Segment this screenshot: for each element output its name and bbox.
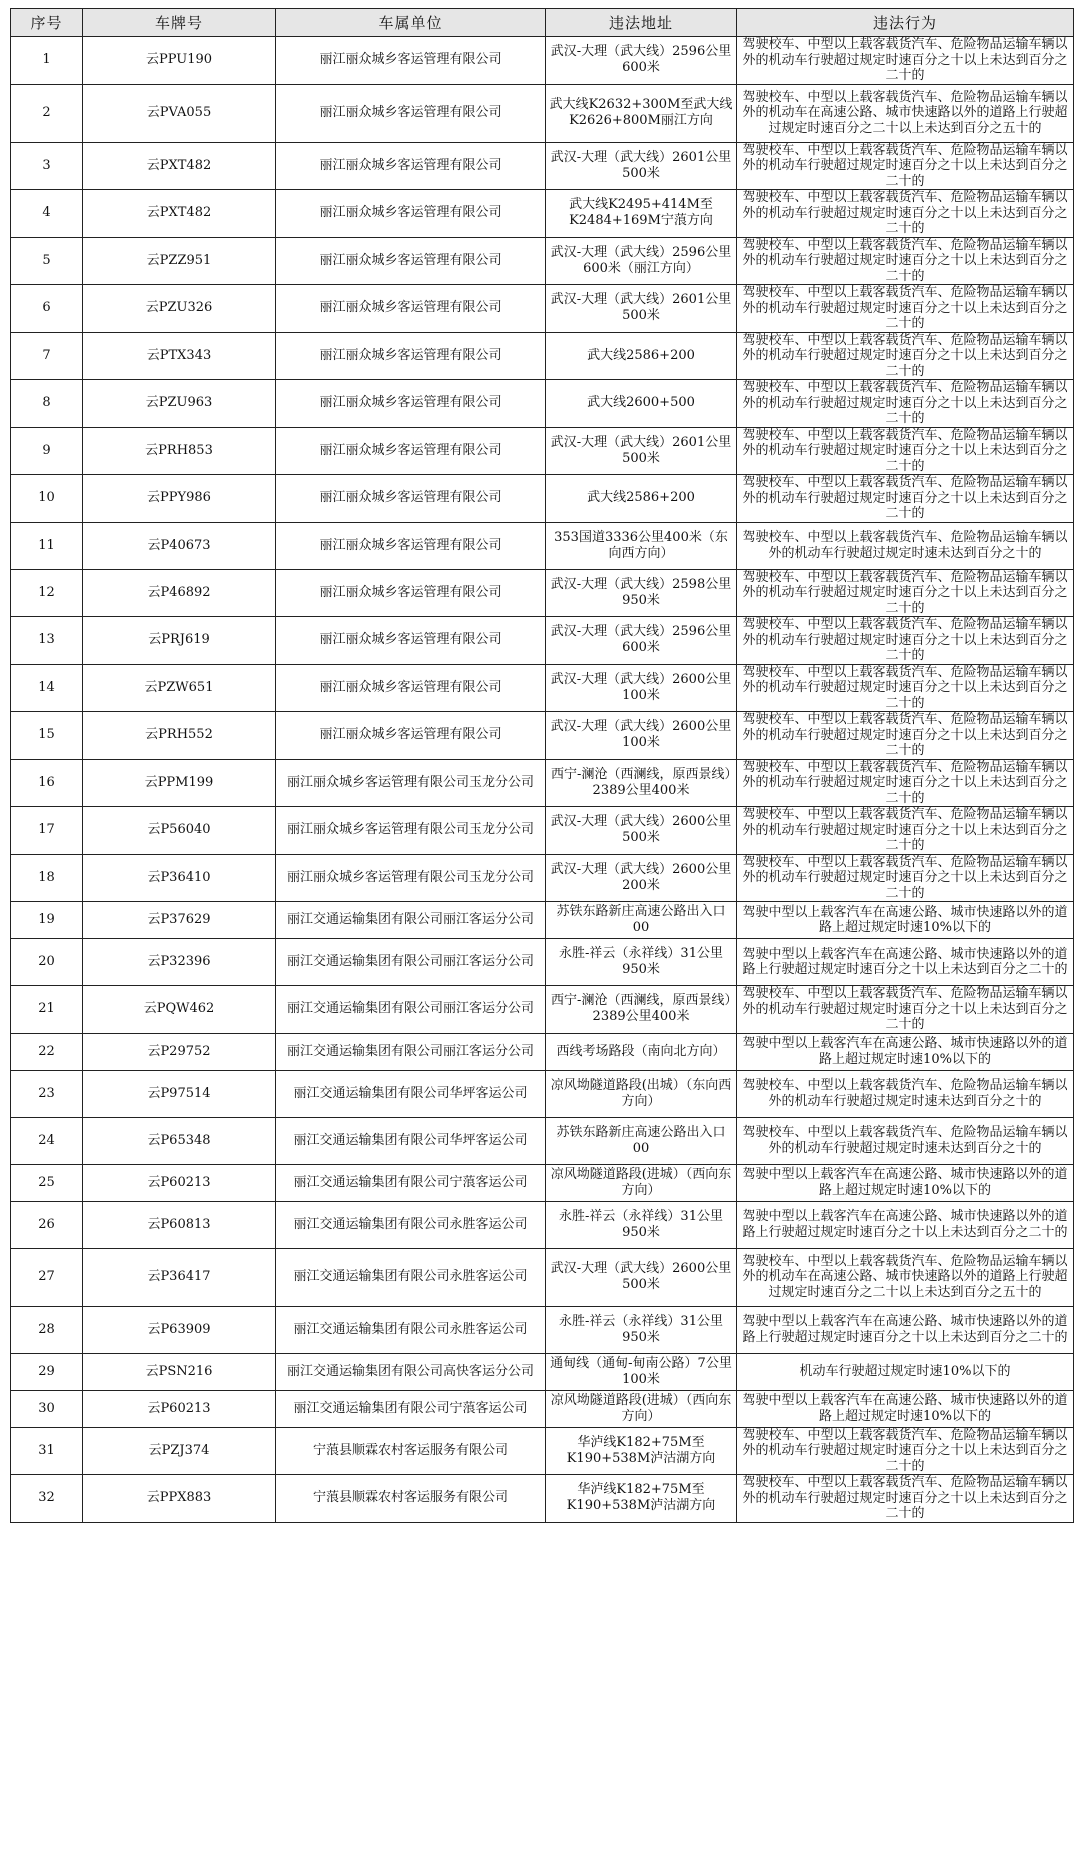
cell-serial-no: 14 [11, 664, 83, 712]
cell-vehicle-unit: 丽江交通运输集团有限公司丽江客运分公司 [276, 986, 546, 1034]
cell-plate-no: 云PPY986 [83, 475, 276, 523]
table-row [11, 142, 1074, 190]
cell-vehicle-unit: 丽江交通运输集团有限公司高快客运分公司 [276, 1353, 546, 1390]
cell-serial-no: 11 [11, 522, 83, 569]
cell-plate-no: 云P46892 [83, 569, 276, 617]
cell-vehicle-unit: 丽江交通运输集团有限公司丽江客运分公司 [276, 902, 546, 939]
table-row [11, 1390, 1074, 1427]
cell-plate-no: 云P60813 [83, 1201, 276, 1248]
table-row [11, 522, 1074, 569]
table-row [11, 1164, 1074, 1201]
cell-serial-no: 8 [11, 380, 83, 428]
cell-violation-address: 永胜-祥云（永祥线）31公里950米 [546, 939, 737, 986]
cell-plate-no: 云PVA055 [83, 84, 276, 142]
cell-serial-no: 30 [11, 1390, 83, 1427]
cell-vehicle-unit: 丽江丽众城乡客运管理有限公司 [276, 190, 546, 238]
cell-plate-no: 云PTX343 [83, 332, 276, 380]
cell-violation-address: 凉风坳隧道路段(进城）（西向东方向） [546, 1164, 737, 1201]
cell-violation-address: 353国道3336公里400米（东向西方向） [546, 522, 737, 569]
cell-violation-address: 西宁-澜沧（西澜线，原西景线）2389公里400米 [546, 759, 737, 807]
table-row [11, 1117, 1074, 1164]
cell-serial-no: 16 [11, 759, 83, 807]
table-row [11, 939, 1074, 986]
table-row [11, 427, 1074, 475]
table-row [11, 1201, 1074, 1248]
cell-violation-action: 机动车行驶超过规定时速10%以下的 [737, 1353, 1074, 1390]
cell-violation-action: 驾驶中型以上载客汽车在高速公路、城市快速路以外的道路上行驶超过规定时速百分之十以上未达到百分之二十的 [737, 939, 1074, 986]
cell-serial-no: 29 [11, 1353, 83, 1390]
header-violation-address: 违法地址 [546, 9, 737, 37]
table-row [11, 617, 1074, 665]
cell-plate-no: 云PZZ951 [83, 237, 276, 285]
cell-violation-address: 武汉-大理（武大线）2600公里100米 [546, 664, 737, 712]
cell-vehicle-unit: 丽江丽众城乡客运管理有限公司 [276, 380, 546, 428]
cell-violation-action: 驾驶校车、中型以上载客载货汽车、危险物品运输车辆以外的机动车行驶超过规定时速百分之十以上未达到百分之二十的 [737, 237, 1074, 285]
cell-violation-action: 驾驶校车、中型以上载客载货汽车、危险物品运输车辆以外的机动车行驶超过规定时速百分之十以上未达到百分之二十的 [737, 475, 1074, 523]
cell-plate-no: 云P60213 [83, 1164, 276, 1201]
cell-vehicle-unit: 丽江交通运输集团有限公司永胜客运公司 [276, 1248, 546, 1306]
table-row [11, 1033, 1074, 1070]
cell-plate-no: 云PZJ374 [83, 1427, 276, 1475]
cell-vehicle-unit: 丽江丽众城乡客运管理有限公司 [276, 427, 546, 475]
cell-violation-address: 武大线2586+200 [546, 332, 737, 380]
cell-violation-address: 武汉-大理（武大线）2596公里600米（丽江方向） [546, 237, 737, 285]
header-serial-no: 序号 [11, 9, 83, 37]
cell-violation-address: 凉风坳隧道路段(进城）（西向东方向） [546, 1390, 737, 1427]
cell-plate-no: 云PXT482 [83, 190, 276, 238]
cell-plate-no: 云P37629 [83, 902, 276, 939]
cell-violation-address: 武汉-大理（武大线）2601公里500米 [546, 285, 737, 333]
cell-violation-address: 武汉-大理（武大线）2600公里500米 [546, 1248, 737, 1306]
cell-serial-no: 18 [11, 854, 83, 902]
table-row [11, 285, 1074, 333]
header-plate-no: 车牌号 [83, 9, 276, 37]
cell-vehicle-unit: 丽江丽众城乡客运管理有限公司玉龙分公司 [276, 807, 546, 855]
cell-violation-action: 驾驶校车、中型以上载客载货汽车、危险物品运输车辆以外的机动车行驶超过规定时速百分之十以上未达到百分之二十的 [737, 190, 1074, 238]
cell-vehicle-unit: 丽江交通运输集团有限公司丽江客运分公司 [276, 1033, 546, 1070]
cell-serial-no: 25 [11, 1164, 83, 1201]
cell-violation-address: 凉风坳隧道路段(出城）（东向西方向） [546, 1070, 737, 1117]
cell-plate-no: 云PZW651 [83, 664, 276, 712]
cell-serial-no: 31 [11, 1427, 83, 1475]
cell-vehicle-unit: 丽江交通运输集团有限公司宁蒗客运公司 [276, 1164, 546, 1201]
table-header-row [11, 9, 1074, 37]
cell-violation-address: 武大线2600+500 [546, 380, 737, 428]
table-row [11, 1248, 1074, 1306]
cell-plate-no: 云PSN216 [83, 1353, 276, 1390]
cell-serial-no: 10 [11, 475, 83, 523]
cell-violation-action: 驾驶校车、中型以上载客载货汽车、危险物品运输车辆以外的机动车行驶超过规定时速百分之十以上未达到百分之二十的 [737, 759, 1074, 807]
cell-violation-address: 西宁-澜沧（西澜线，原西景线）2389公里400米 [546, 986, 737, 1034]
table-row [11, 569, 1074, 617]
cell-serial-no: 20 [11, 939, 83, 986]
cell-vehicle-unit: 丽江丽众城乡客运管理有限公司玉龙分公司 [276, 759, 546, 807]
cell-vehicle-unit: 丽江交通运输集团有限公司华坪客运公司 [276, 1117, 546, 1164]
cell-violation-address: 通甸线（通甸-甸南公路）7公里100米 [546, 1353, 737, 1390]
cell-vehicle-unit: 宁蒗县顺霖农村客运服务有限公司 [276, 1427, 546, 1475]
cell-violation-address: 武汉-大理（武大线）2596公里600米 [546, 37, 737, 85]
cell-violation-action: 驾驶校车、中型以上载客载货汽车、危险物品运输车辆以外的机动车在高速公路、城市快速路以外的道路上行驶超过规定时速百分之二十以上未达到百分之五十的 [737, 1248, 1074, 1306]
cell-violation-address: 华泸线K182+75M至K190+538M泸沽湖方向 [546, 1427, 737, 1475]
cell-plate-no: 云PPM199 [83, 759, 276, 807]
cell-violation-action: 驾驶中型以上载客汽车在高速公路、城市快速路以外的道路上超过规定时速10%以下的 [737, 1390, 1074, 1427]
cell-violation-action: 驾驶校车、中型以上载客载货汽车、危险物品运输车辆以外的机动车行驶超过规定时速百分之十以上未达到百分之二十的 [737, 380, 1074, 428]
table-row [11, 1475, 1074, 1523]
cell-serial-no: 28 [11, 1306, 83, 1353]
cell-vehicle-unit: 丽江丽众城乡客运管理有限公司 [276, 84, 546, 142]
cell-vehicle-unit: 丽江交通运输集团有限公司永胜客运公司 [276, 1306, 546, 1353]
cell-plate-no: 云P32396 [83, 939, 276, 986]
cell-violation-address: 武汉-大理（武大线）2601公里500米 [546, 142, 737, 190]
cell-plate-no: 云PZU963 [83, 380, 276, 428]
table-row [11, 84, 1074, 142]
table-row [11, 1070, 1074, 1117]
cell-violation-address: 苏铁东路新庄高速公路出入口00 [546, 1117, 737, 1164]
cell-violation-address: 武汉-大理（武大线）2596公里600米 [546, 617, 737, 665]
cell-vehicle-unit: 丽江丽众城乡客运管理有限公司玉龙分公司 [276, 854, 546, 902]
cell-vehicle-unit: 丽江丽众城乡客运管理有限公司 [276, 617, 546, 665]
cell-serial-no: 23 [11, 1070, 83, 1117]
cell-plate-no: 云P97514 [83, 1070, 276, 1117]
cell-plate-no: 云P65348 [83, 1117, 276, 1164]
cell-serial-no: 27 [11, 1248, 83, 1306]
cell-violation-action: 驾驶校车、中型以上载客载货汽车、危险物品运输车辆以外的机动车行驶超过规定时速百分之十以上未达到百分之二十的 [737, 285, 1074, 333]
cell-plate-no: 云P63909 [83, 1306, 276, 1353]
table-row [11, 712, 1074, 760]
cell-serial-no: 15 [11, 712, 83, 760]
cell-violation-action: 驾驶校车、中型以上载客载货汽车、危险物品运输车辆以外的机动车行驶超过规定时速百分之十以上未达到百分之二十的 [737, 1427, 1074, 1475]
cell-violation-action: 驾驶中型以上载客汽车在高速公路、城市快速路以外的道路上超过规定时速10%以下的 [737, 1164, 1074, 1201]
table-row [11, 807, 1074, 855]
cell-serial-no: 32 [11, 1475, 83, 1523]
cell-serial-no: 26 [11, 1201, 83, 1248]
cell-violation-action: 驾驶校车、中型以上载客载货汽车、危险物品运输车辆以外的机动车行驶超过规定时速百分之十以上未达到百分之二十的 [737, 142, 1074, 190]
cell-vehicle-unit: 丽江丽众城乡客运管理有限公司 [276, 475, 546, 523]
cell-serial-no: 3 [11, 142, 83, 190]
table-row [11, 190, 1074, 238]
cell-violation-action: 驾驶校车、中型以上载客载货汽车、危险物品运输车辆以外的机动车行驶超过规定时速百分之十以上未达到百分之二十的 [737, 854, 1074, 902]
cell-violation-action: 驾驶校车、中型以上载客载货汽车、危险物品运输车辆以外的机动车行驶超过规定时速百分之十以上未达到百分之二十的 [737, 986, 1074, 1034]
cell-violation-action: 驾驶校车、中型以上载客载货汽车、危险物品运输车辆以外的机动车行驶超过规定时速百分之十以上未达到百分之二十的 [737, 332, 1074, 380]
header-vehicle-unit: 车属单位 [276, 9, 546, 37]
cell-plate-no: 云P36410 [83, 854, 276, 902]
cell-vehicle-unit: 丽江交通运输集团有限公司丽江客运分公司 [276, 939, 546, 986]
cell-violation-address: 武大线2586+200 [546, 475, 737, 523]
cell-vehicle-unit: 丽江交通运输集团有限公司永胜客运公司 [276, 1201, 546, 1248]
cell-violation-action: 驾驶中型以上载客汽车在高速公路、城市快速路以外的道路上超过规定时速10%以下的 [737, 902, 1074, 939]
table-row [11, 664, 1074, 712]
cell-serial-no: 21 [11, 986, 83, 1034]
table-row [11, 1427, 1074, 1475]
cell-serial-no: 6 [11, 285, 83, 333]
cell-vehicle-unit: 丽江丽众城乡客运管理有限公司 [276, 142, 546, 190]
cell-violation-action: 驾驶校车、中型以上载客载货汽车、危险物品运输车辆以外的机动车行驶超过规定时速未达到百分之十的 [737, 1117, 1074, 1164]
cell-vehicle-unit: 丽江丽众城乡客运管理有限公司 [276, 37, 546, 85]
cell-violation-action: 驾驶校车、中型以上载客载货汽车、危险物品运输车辆以外的机动车行驶超过规定时速百分之十以上未达到百分之二十的 [737, 37, 1074, 85]
cell-serial-no: 19 [11, 902, 83, 939]
cell-vehicle-unit: 丽江丽众城乡客运管理有限公司 [276, 332, 546, 380]
cell-serial-no: 4 [11, 190, 83, 238]
cell-vehicle-unit: 丽江交通运输集团有限公司华坪客运公司 [276, 1070, 546, 1117]
cell-violation-address: 武汉-大理（武大线）2600公里200米 [546, 854, 737, 902]
table-row [11, 1353, 1074, 1390]
table-row [11, 902, 1074, 939]
violation-table-container [10, 8, 1073, 1523]
cell-serial-no: 22 [11, 1033, 83, 1070]
cell-plate-no: 云PXT482 [83, 142, 276, 190]
cell-violation-action: 驾驶校车、中型以上载客载货汽车、危险物品运输车辆以外的机动车行驶超过规定时速百分之十以上未达到百分之二十的 [737, 807, 1074, 855]
cell-violation-action: 驾驶校车、中型以上载客载货汽车、危险物品运输车辆以外的机动车行驶超过规定时速未达到百分之十的 [737, 522, 1074, 569]
cell-vehicle-unit: 丽江交通运输集团有限公司宁蒗客运公司 [276, 1390, 546, 1427]
cell-plate-no: 云P40673 [83, 522, 276, 569]
table-row [11, 759, 1074, 807]
cell-vehicle-unit: 丽江丽众城乡客运管理有限公司 [276, 664, 546, 712]
cell-violation-address: 武汉-大理（武大线）2600公里100米 [546, 712, 737, 760]
violation-table [10, 8, 1074, 1523]
cell-vehicle-unit: 丽江丽众城乡客运管理有限公司 [276, 712, 546, 760]
cell-plate-no: 云PPX883 [83, 1475, 276, 1523]
cell-violation-action: 驾驶中型以上载客汽车在高速公路、城市快速路以外的道路上行驶超过规定时速百分之十以上未达到百分之二十的 [737, 1306, 1074, 1353]
cell-vehicle-unit: 丽江丽众城乡客运管理有限公司 [276, 237, 546, 285]
cell-serial-no: 24 [11, 1117, 83, 1164]
cell-serial-no: 7 [11, 332, 83, 380]
table-row [11, 237, 1074, 285]
header-violation-action: 违法行为 [737, 9, 1074, 37]
cell-plate-no: 云PZU326 [83, 285, 276, 333]
cell-serial-no: 12 [11, 569, 83, 617]
cell-serial-no: 17 [11, 807, 83, 855]
cell-violation-address: 苏铁东路新庄高速公路出入口00 [546, 902, 737, 939]
cell-plate-no: 云PPU190 [83, 37, 276, 85]
cell-serial-no: 1 [11, 37, 83, 85]
cell-violation-action: 驾驶校车、中型以上载客载货汽车、危险物品运输车辆以外的机动车在高速公路、城市快速路以外的道路上行驶超过规定时速百分之二十以上未达到百分之五十的 [737, 84, 1074, 142]
cell-vehicle-unit: 丽江丽众城乡客运管理有限公司 [276, 569, 546, 617]
cell-serial-no: 9 [11, 427, 83, 475]
cell-violation-action: 驾驶校车、中型以上载客载货汽车、危险物品运输车辆以外的机动车行驶超过规定时速百分之十以上未达到百分之二十的 [737, 712, 1074, 760]
cell-violation-address: 华泸线K182+75M至K190+538M泸沽湖方向 [546, 1475, 737, 1523]
table-row [11, 332, 1074, 380]
cell-violation-address: 西线考场路段（南向北方向） [546, 1033, 737, 1070]
table-row [11, 854, 1074, 902]
cell-violation-address: 永胜-祥云（永祥线）31公里950米 [546, 1201, 737, 1248]
cell-vehicle-unit: 宁蒗县顺霖农村客运服务有限公司 [276, 1475, 546, 1523]
cell-plate-no: 云PRH552 [83, 712, 276, 760]
cell-vehicle-unit: 丽江丽众城乡客运管理有限公司 [276, 522, 546, 569]
table-row [11, 1306, 1074, 1353]
cell-violation-address: 武汉-大理（武大线）2598公里950米 [546, 569, 737, 617]
cell-violation-address: 武汉-大理（武大线）2601公里500米 [546, 427, 737, 475]
cell-plate-no: 云P29752 [83, 1033, 276, 1070]
cell-violation-address: 武大线K2632+300M至武大线K2626+800M丽江方向 [546, 84, 737, 142]
table-body [11, 37, 1074, 1523]
cell-violation-action: 驾驶中型以上载客汽车在高速公路、城市快速路以外的道路上超过规定时速10%以下的 [737, 1033, 1074, 1070]
cell-plate-no: 云PQW462 [83, 986, 276, 1034]
cell-violation-action: 驾驶校车、中型以上载客载货汽车、危险物品运输车辆以外的机动车行驶超过规定时速百分之十以上未达到百分之二十的 [737, 569, 1074, 617]
table-row [11, 380, 1074, 428]
cell-plate-no: 云P56040 [83, 807, 276, 855]
cell-plate-no: 云PRH853 [83, 427, 276, 475]
cell-serial-no: 13 [11, 617, 83, 665]
table-row [11, 986, 1074, 1034]
cell-violation-address: 永胜-祥云（永祥线）31公里950米 [546, 1306, 737, 1353]
cell-vehicle-unit: 丽江丽众城乡客运管理有限公司 [276, 285, 546, 333]
cell-plate-no: 云P36417 [83, 1248, 276, 1306]
cell-serial-no: 5 [11, 237, 83, 285]
cell-violation-action: 驾驶校车、中型以上载客载货汽车、危险物品运输车辆以外的机动车行驶超过规定时速百分之十以上未达到百分之二十的 [737, 427, 1074, 475]
table-row [11, 475, 1074, 523]
cell-plate-no: 云PRJ619 [83, 617, 276, 665]
cell-violation-action: 驾驶校车、中型以上载客载货汽车、危险物品运输车辆以外的机动车行驶超过规定时速未达到百分之十的 [737, 1070, 1074, 1117]
cell-violation-action: 驾驶校车、中型以上载客载货汽车、危险物品运输车辆以外的机动车行驶超过规定时速百分之十以上未达到百分之二十的 [737, 664, 1074, 712]
cell-violation-address: 武汉-大理（武大线）2600公里500米 [546, 807, 737, 855]
table-row [11, 37, 1074, 85]
cell-violation-action: 驾驶校车、中型以上载客载货汽车、危险物品运输车辆以外的机动车行驶超过规定时速百分之十以上未达到百分之二十的 [737, 617, 1074, 665]
cell-violation-action: 驾驶校车、中型以上载客载货汽车、危险物品运输车辆以外的机动车行驶超过规定时速百分之十以上未达到百分之二十的 [737, 1475, 1074, 1523]
cell-violation-action: 驾驶中型以上载客汽车在高速公路、城市快速路以外的道路上行驶超过规定时速百分之十以上未达到百分之二十的 [737, 1201, 1074, 1248]
cell-violation-address: 武大线K2495+414M至K2484+169M宁蒗方向 [546, 190, 737, 238]
cell-serial-no: 2 [11, 84, 83, 142]
cell-plate-no: 云P60213 [83, 1390, 276, 1427]
